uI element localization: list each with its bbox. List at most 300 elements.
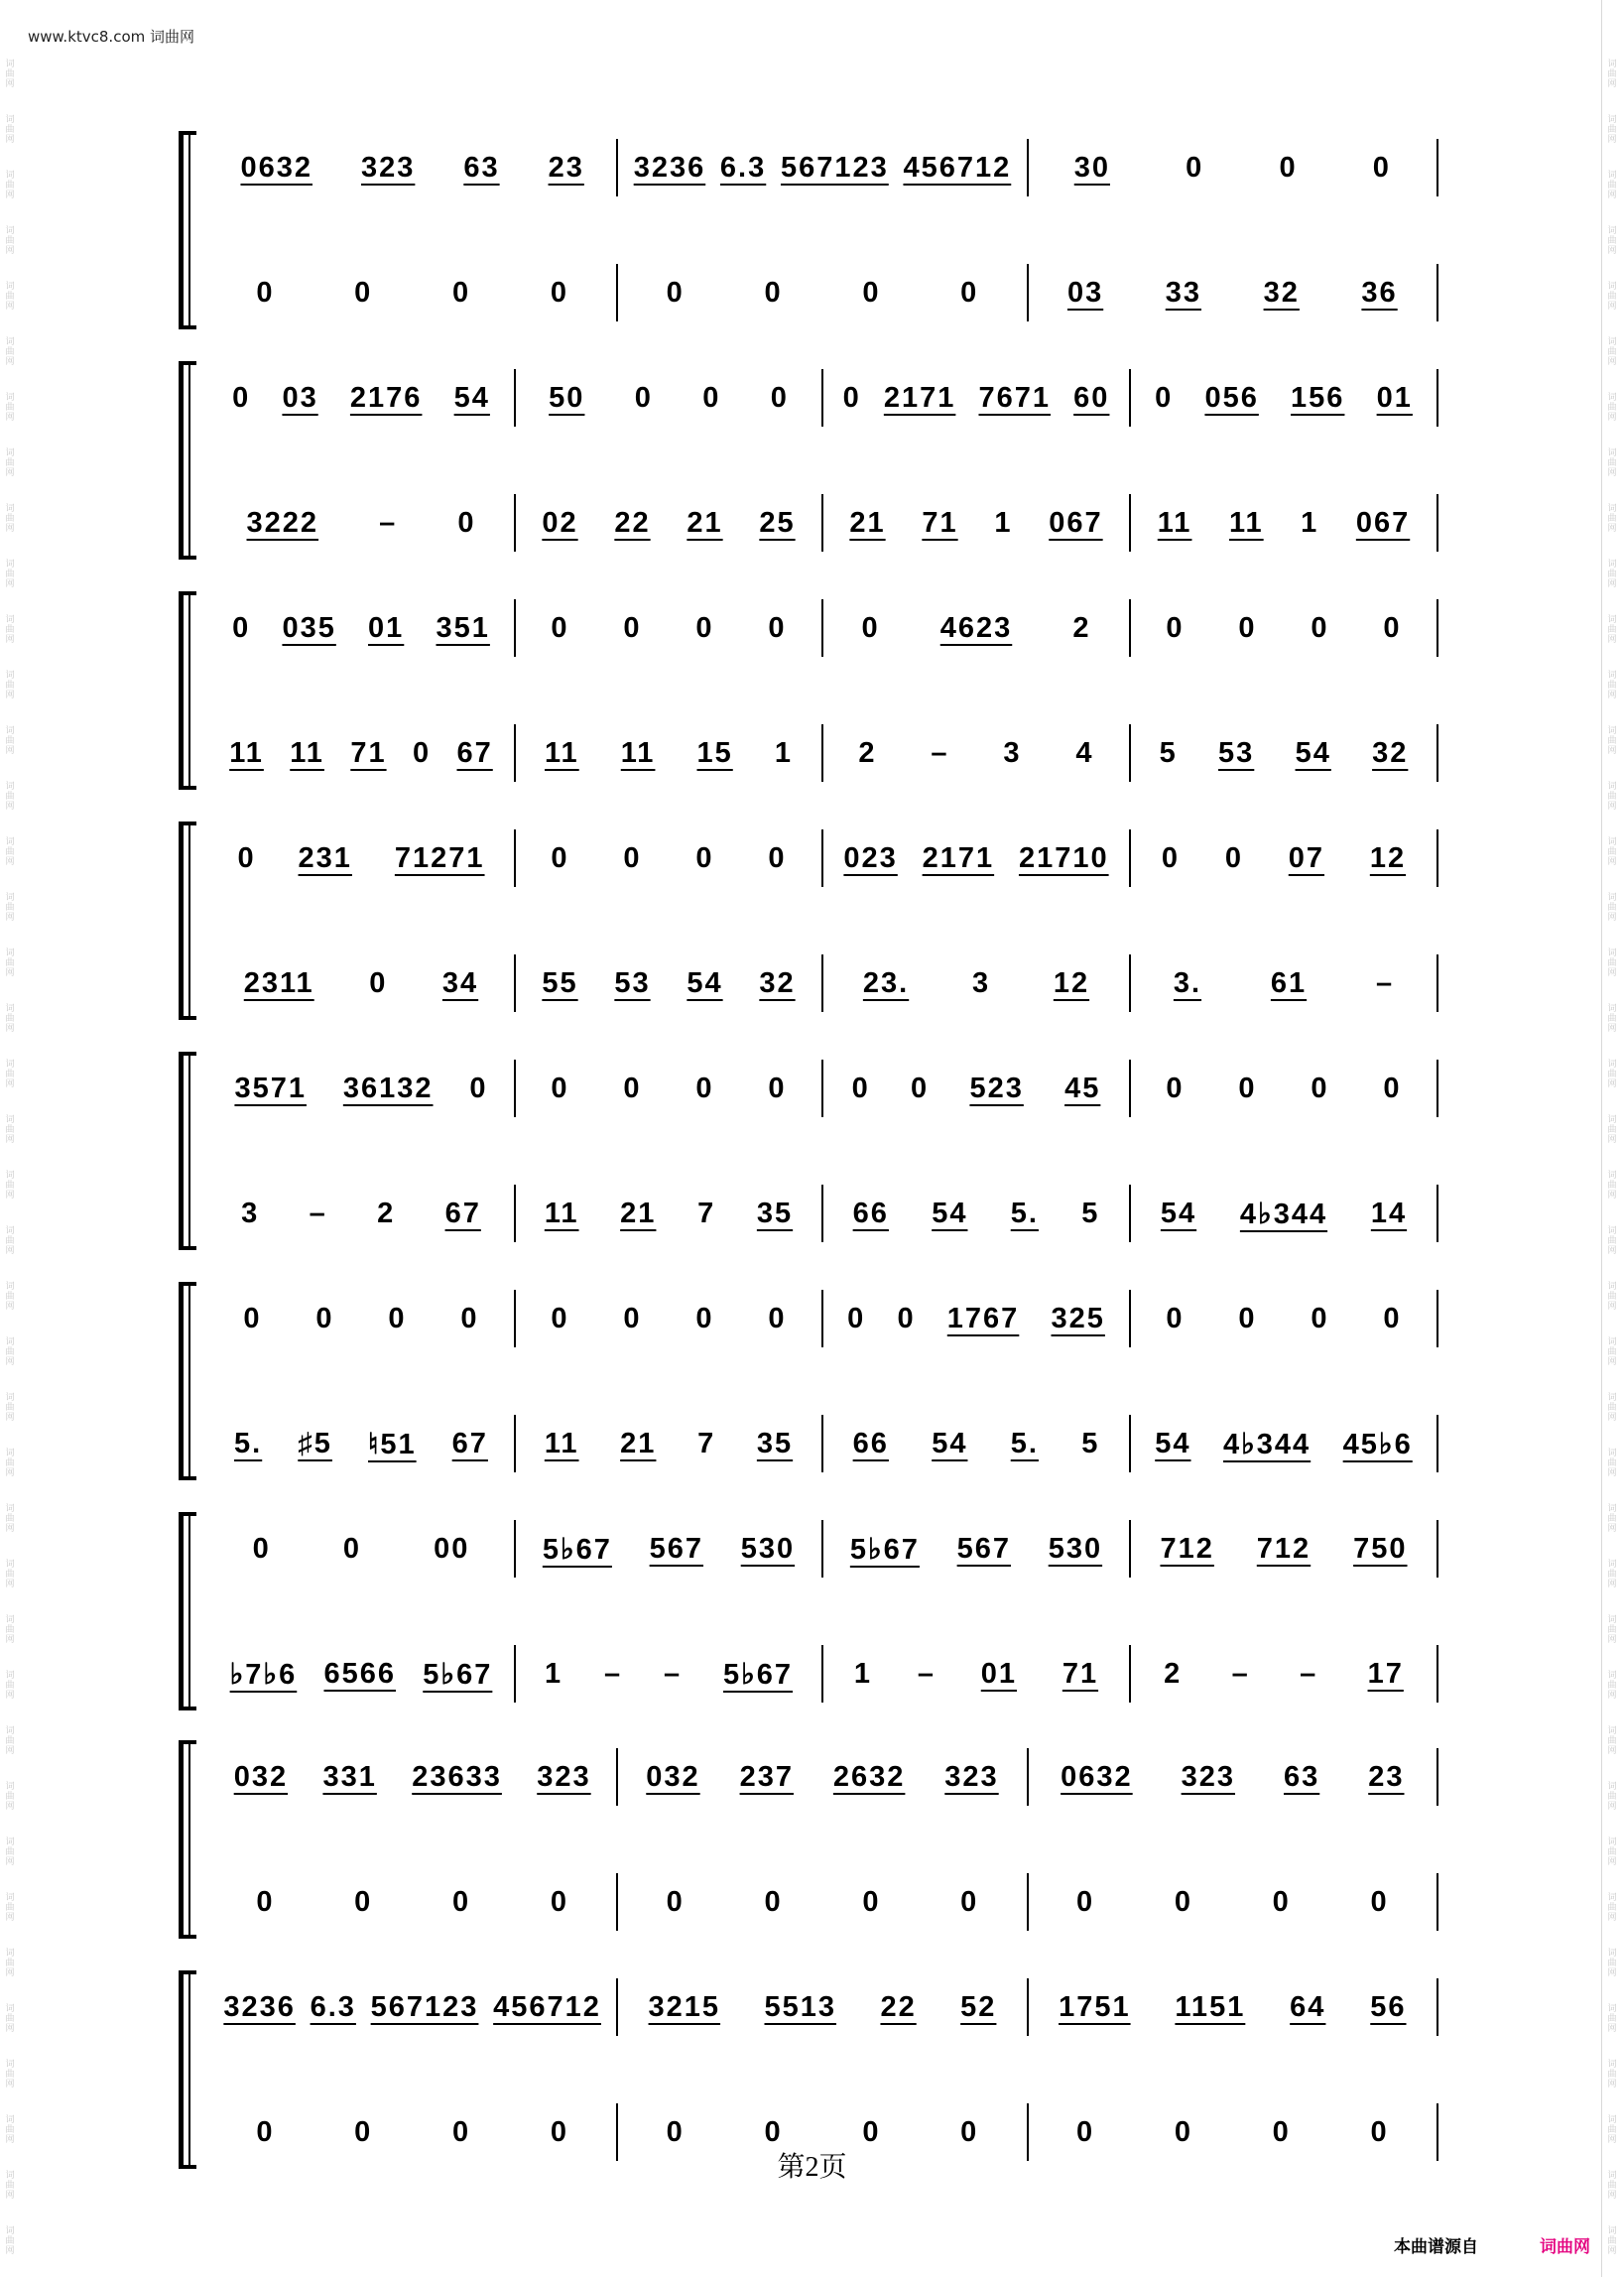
- note-group: ♭7♭6: [229, 1658, 298, 1691]
- music-system: [179, 1282, 1438, 1480]
- note-group: 33: [1165, 276, 1202, 309]
- watermark-text: 词曲网: [1607, 171, 1617, 200]
- note-group: 156: [1291, 381, 1345, 414]
- note-group: 5: [1159, 736, 1178, 769]
- lower-part: [208, 954, 1438, 1012]
- note-group: 0: [1370, 1885, 1389, 1918]
- note-group: 0: [354, 276, 373, 309]
- note-group: 23: [1368, 1760, 1405, 1793]
- measure: [1029, 264, 1438, 321]
- note-group: 0: [1174, 2115, 1192, 2148]
- note-group: 0: [1166, 611, 1185, 644]
- note-group: 0: [1166, 1302, 1185, 1334]
- note-group: 60: [1073, 381, 1110, 414]
- note-group: –: [603, 1657, 623, 1690]
- note-group: 0: [452, 2115, 471, 2148]
- note-group: 2632: [832, 1760, 906, 1793]
- note-group: 0: [695, 1302, 714, 1334]
- note-group: 0: [354, 1885, 373, 1918]
- note-group: 323: [1181, 1760, 1236, 1793]
- note-group: 0: [342, 1532, 361, 1565]
- page-number: 第2页: [777, 2152, 847, 2183]
- measure: [823, 369, 1131, 427]
- note-group: 63: [463, 151, 500, 184]
- watermark-text: 词曲网: [5, 393, 15, 423]
- measure: [823, 1290, 1131, 1347]
- note-group: 1751: [1059, 1990, 1131, 2023]
- measure: [208, 1748, 618, 1806]
- note-group: 4623: [939, 611, 1013, 644]
- watermark-text: 词曲网: [5, 2226, 15, 2256]
- note-group: 0: [1311, 1072, 1329, 1104]
- system-bracket: [188, 361, 190, 560]
- note-group: 067: [1355, 506, 1411, 539]
- note-group: 0: [764, 2115, 783, 2148]
- system-bracket: [179, 1970, 196, 1974]
- system-bracket: [188, 131, 190, 329]
- note-group: 11: [545, 736, 579, 769]
- watermark-text: 词曲网: [5, 2004, 15, 2034]
- note-group: 0: [897, 1302, 916, 1334]
- watermark-text: 词曲网: [5, 282, 15, 312]
- note-group: 00: [434, 1532, 470, 1565]
- note-group: 11: [620, 736, 656, 769]
- note-group: 0: [1166, 1072, 1185, 1104]
- measure: [516, 1645, 823, 1703]
- note-group: 567123: [370, 1990, 479, 2023]
- measure: [823, 1520, 1131, 1578]
- measure: [1131, 1415, 1438, 1472]
- note-group: 0: [232, 381, 251, 414]
- left-watermark-strip: [0, 0, 22, 2277]
- note-group: 2: [1164, 1657, 1183, 1690]
- note-group: 30: [1073, 151, 1110, 184]
- watermark-text: 词曲网: [1607, 282, 1617, 312]
- note-group: 11: [229, 736, 264, 769]
- note-group: 35: [756, 1197, 794, 1229]
- note-group: 25: [759, 506, 796, 539]
- note-group: 0: [256, 1885, 275, 1918]
- note-group: –: [917, 1657, 936, 1690]
- system-bracket: [188, 591, 190, 790]
- lower-part: [208, 1185, 1438, 1242]
- measure: [823, 1645, 1131, 1703]
- note-group: 67: [444, 1197, 481, 1229]
- right-watermark-strip: [1601, 0, 1624, 2277]
- measure: [823, 599, 1131, 657]
- note-group: 0: [1279, 151, 1298, 184]
- note-group: ♯5: [298, 1427, 332, 1459]
- note-group: 5.: [234, 1427, 263, 1459]
- lower-part: [208, 1415, 1438, 1472]
- upper-part: [208, 599, 1438, 657]
- music-system: [179, 1740, 1438, 1939]
- note-group: 50: [549, 381, 585, 414]
- note-group: 0: [695, 1072, 714, 1104]
- note-group: 0: [768, 611, 787, 644]
- measure: [208, 139, 618, 196]
- note-group: 0: [1383, 1072, 1402, 1104]
- note-group: 23633: [412, 1760, 502, 1793]
- system-bracket: [179, 361, 196, 365]
- upper-part: [208, 1978, 1438, 2036]
- note-group: 032: [233, 1760, 289, 1793]
- note-group: 22: [614, 506, 651, 539]
- note-group: 0: [551, 841, 569, 874]
- system-bracket: [179, 1512, 184, 1710]
- note-group: 56: [1370, 1990, 1407, 2023]
- note-group: 0: [551, 611, 569, 644]
- note-group: 231: [298, 841, 352, 874]
- watermark-text: 词曲网: [1607, 1504, 1617, 1534]
- watermark-text: 词曲网: [1607, 1615, 1617, 1645]
- note-group: 0: [1370, 2115, 1389, 2148]
- note-group: 712: [1256, 1532, 1312, 1565]
- watermark-text: 词曲网: [1607, 837, 1617, 867]
- measure: [516, 599, 823, 657]
- music-system: [179, 1052, 1438, 1250]
- system-bracket: [179, 1016, 196, 1020]
- note-group: 14: [1370, 1197, 1408, 1229]
- note-group: 0632: [240, 151, 312, 184]
- watermark-text: 词曲网: [1607, 671, 1617, 700]
- watermark-text: 词曲网: [5, 1226, 15, 1256]
- note-group: 0: [768, 1072, 787, 1104]
- note-group: 52: [960, 1990, 997, 2023]
- measure: [208, 1645, 516, 1703]
- note-group: 0: [666, 1885, 685, 1918]
- measure: [1131, 1185, 1438, 1242]
- measure: [208, 494, 516, 552]
- note-group: 32: [1372, 736, 1409, 769]
- upper-part: [208, 1520, 1438, 1578]
- measure: [516, 1290, 823, 1347]
- note-group: 0: [862, 276, 881, 309]
- music-system: [179, 822, 1438, 1020]
- note-group: 0: [960, 276, 979, 309]
- watermark-text: 词曲网: [1607, 949, 1617, 978]
- note-group: 2: [1072, 611, 1091, 644]
- measure: [618, 1748, 1028, 1806]
- note-group: 0: [960, 2115, 979, 2148]
- watermark-text: 词曲网: [1607, 1949, 1617, 1978]
- watermark-text: 词曲网: [1607, 1393, 1617, 1423]
- system-bracket: [179, 1935, 196, 1939]
- note-group: 0: [315, 1302, 334, 1334]
- note-group: 07: [1288, 841, 1325, 874]
- note-group: 0: [847, 1302, 866, 1334]
- note-group: 7: [697, 1427, 716, 1459]
- note-group: 54: [932, 1427, 968, 1459]
- system-bracket: [179, 325, 196, 329]
- note-group: 5513: [764, 1990, 837, 2023]
- measure: [516, 369, 823, 427]
- note-group: 0: [237, 841, 256, 874]
- note-group: 323: [360, 151, 416, 184]
- note-group: 21: [620, 1197, 657, 1229]
- note-group: 01: [980, 1657, 1018, 1690]
- note-group: 0: [388, 1302, 407, 1334]
- note-group: 2: [858, 736, 877, 769]
- note-group: 0: [256, 2115, 275, 2148]
- note-group: 323: [537, 1760, 591, 1793]
- note-group: 11: [544, 1427, 579, 1459]
- note-group: 456712: [493, 1990, 601, 2023]
- lower-part: [208, 264, 1438, 321]
- note-group: 32: [759, 966, 796, 999]
- note-group: 54: [453, 381, 490, 414]
- watermark-text: 词曲网: [5, 171, 15, 200]
- watermark-text: 词曲网: [5, 726, 15, 756]
- watermark-text: 词曲网: [5, 1393, 15, 1423]
- note-group: 21: [687, 506, 723, 539]
- note-group: 3236: [223, 1990, 296, 2023]
- measure: [208, 1060, 516, 1117]
- note-group: 032: [646, 1760, 700, 1793]
- note-group: 67: [456, 736, 493, 769]
- note-group: 23: [548, 151, 584, 184]
- note-group: 0: [960, 1885, 979, 1918]
- note-group: 02: [542, 506, 578, 539]
- measure: [516, 1415, 823, 1472]
- measure: [1131, 1060, 1438, 1117]
- watermark-text: 词曲网: [1607, 2115, 1617, 2145]
- note-group: 3.: [1173, 966, 1202, 999]
- note-group: 237: [739, 1760, 794, 1793]
- music-system: [179, 1970, 1438, 2169]
- upper-part: [208, 139, 1438, 196]
- watermark-text: 词曲网: [1607, 1282, 1617, 1312]
- note-group: 5: [1081, 1197, 1100, 1229]
- system-bracket: [179, 1476, 196, 1480]
- measure: [208, 724, 516, 782]
- lower-part: [208, 1873, 1438, 1931]
- note-group: 0: [1383, 1302, 1402, 1334]
- note-group: 0: [842, 381, 861, 414]
- note-group: 023: [843, 841, 898, 874]
- measure: [516, 724, 823, 782]
- measure: [516, 1520, 823, 1578]
- note-group: 325: [1051, 1302, 1105, 1334]
- watermark-text: 词曲网: [5, 226, 15, 256]
- lower-part: [208, 724, 1438, 782]
- upper-part: [208, 1060, 1438, 1117]
- note-group: 351: [436, 611, 490, 644]
- note-group: 5.: [1010, 1427, 1039, 1459]
- watermark-text: 词曲网: [5, 1282, 15, 1312]
- note-group: 0: [550, 1885, 568, 1918]
- note-group: 0: [1311, 1302, 1329, 1334]
- note-group: 2171: [883, 381, 956, 414]
- measure: [823, 954, 1131, 1012]
- note-group: 1151: [1175, 1990, 1246, 2023]
- note-group: 71: [350, 736, 387, 769]
- note-group: 0: [457, 506, 476, 539]
- measure: [208, 1520, 516, 1578]
- watermark-text: 词曲网: [1607, 1449, 1617, 1478]
- measure: [1029, 1873, 1438, 1931]
- note-group: 15: [696, 736, 733, 769]
- note-group: 0: [1311, 611, 1329, 644]
- note-group: 067: [1049, 506, 1103, 539]
- note-group: 0: [460, 1302, 479, 1334]
- note-group: 0: [550, 276, 568, 309]
- note-group: 1: [1301, 506, 1319, 539]
- note-group: 3571: [234, 1072, 307, 1104]
- note-group: 17: [1367, 1657, 1404, 1690]
- watermark-text: 词曲网: [5, 2060, 15, 2089]
- watermark-text: 词曲网: [5, 1171, 15, 1201]
- system-bracket: [179, 361, 184, 560]
- note-group: 32: [1263, 276, 1300, 309]
- system-bracket: [179, 556, 196, 560]
- note-group: 0: [666, 276, 685, 309]
- system-bracket: [179, 1282, 196, 1286]
- measure: [208, 264, 618, 321]
- measure: [823, 829, 1131, 887]
- note-group: 2: [377, 1197, 396, 1229]
- note-group: 0: [243, 1302, 262, 1334]
- watermark-text: 词曲网: [1607, 60, 1617, 89]
- watermark-text: 词曲网: [1607, 1226, 1617, 1256]
- note-group: 0: [452, 276, 471, 309]
- note-group: 5: [1081, 1427, 1100, 1459]
- note-group: 0: [412, 736, 432, 769]
- note-group: 712: [1160, 1532, 1214, 1565]
- watermark-text: 词曲网: [1607, 1726, 1617, 1756]
- note-group: 1: [994, 506, 1013, 539]
- note-group: 5♭67: [423, 1658, 493, 1691]
- system-bracket: [179, 786, 196, 790]
- measure: [1131, 1645, 1438, 1703]
- watermark-text: 词曲网: [1607, 2004, 1617, 2034]
- note-group: 53: [1218, 736, 1255, 769]
- music-system: [179, 361, 1438, 560]
- measure: [823, 1185, 1131, 1242]
- watermark-text: 词曲网: [1607, 1004, 1617, 1034]
- note-group: 6.3: [719, 151, 767, 184]
- note-group: 36: [1361, 276, 1398, 309]
- note-group: 0: [623, 1072, 642, 1104]
- watermark-text: 词曲网: [5, 1615, 15, 1645]
- watermark-text: 词曲网: [5, 671, 15, 700]
- note-group: 0: [623, 841, 642, 874]
- watermark-text: 词曲网: [1607, 782, 1617, 812]
- footer-brand-link[interactable]: 词曲网: [1540, 2237, 1590, 2257]
- measure: [1131, 1520, 1438, 1578]
- system-bracket: [188, 1970, 190, 2169]
- watermark-text: 词曲网: [1607, 560, 1617, 589]
- note-group: 3: [241, 1197, 260, 1229]
- note-group: 0: [764, 1885, 783, 1918]
- note-group: 530: [740, 1532, 796, 1565]
- measure: [1029, 1978, 1438, 2036]
- watermark-text: 词曲网: [5, 1782, 15, 1812]
- note-group: 55: [542, 966, 578, 999]
- note-group: 3236: [633, 151, 706, 184]
- note-group: 67: [451, 1427, 488, 1459]
- note-group: 0: [1272, 2115, 1291, 2148]
- measure: [618, 139, 1028, 196]
- note-group: 0: [1076, 2115, 1095, 2148]
- note-group: 750: [1353, 1532, 1408, 1565]
- note-group: 34: [441, 966, 479, 999]
- note-group: 3215: [648, 1990, 721, 2023]
- measure: [208, 829, 516, 887]
- watermark-text: 词曲网: [1607, 726, 1617, 756]
- measure: [208, 369, 516, 427]
- system-bracket: [179, 822, 196, 825]
- watermark-text: 词曲网: [5, 504, 15, 534]
- measure: [1131, 724, 1438, 782]
- note-group: 1767: [946, 1302, 1020, 1334]
- measure: [516, 1060, 823, 1117]
- watermark-text: 词曲网: [1607, 1671, 1617, 1701]
- note-group: 21710: [1018, 841, 1109, 874]
- watermark-text: 词曲网: [5, 1449, 15, 1478]
- watermark-text: 词曲网: [5, 1837, 15, 1867]
- note-group: 0: [770, 381, 789, 414]
- note-group: 0: [911, 1072, 930, 1104]
- watermark-text: 词曲网: [5, 1893, 15, 1923]
- watermark-text: 词曲网: [5, 60, 15, 89]
- note-group: 0: [551, 1302, 569, 1334]
- note-group: 12: [1053, 966, 1090, 999]
- note-group: 66: [852, 1427, 889, 1459]
- measure: [823, 1060, 1131, 1117]
- note-group: 54: [1155, 1427, 1191, 1459]
- watermark-text: 词曲网: [1607, 115, 1617, 145]
- note-group: 323: [944, 1760, 999, 1793]
- note-group: 45♭6: [1342, 1428, 1413, 1460]
- note-group: 23.: [862, 966, 910, 999]
- note-group: 0: [764, 276, 783, 309]
- note-group: 1: [774, 736, 793, 769]
- note-group: 7: [697, 1197, 716, 1229]
- note-group: 0: [695, 841, 714, 874]
- watermark-text: 词曲网: [1607, 2226, 1617, 2256]
- watermark-text: 词曲网: [1607, 1337, 1617, 1367]
- watermark-text: 词曲网: [5, 1337, 15, 1367]
- note-group: 3: [971, 966, 991, 999]
- note-group: 530: [1048, 1532, 1103, 1565]
- upper-part: [208, 1748, 1438, 1806]
- note-group: 0: [256, 276, 275, 309]
- note-group: 01: [368, 611, 405, 644]
- watermark-text: 词曲网: [5, 2115, 15, 2145]
- note-group: 0: [862, 1885, 881, 1918]
- measure: [516, 494, 823, 552]
- watermark-text: 词曲网: [5, 837, 15, 867]
- note-group: 0: [1155, 381, 1174, 414]
- watermark-text: 词曲网: [1607, 1171, 1617, 1201]
- note-group: 61: [1270, 966, 1308, 999]
- note-group: –: [1300, 1657, 1318, 1690]
- measure: [208, 599, 516, 657]
- note-group: 0: [623, 611, 642, 644]
- measure: [516, 829, 823, 887]
- watermark-text: 词曲网: [5, 1560, 15, 1589]
- watermark-text: 词曲网: [5, 1949, 15, 1978]
- watermark-text: 词曲网: [1607, 2060, 1617, 2089]
- note-group: 0: [1076, 1885, 1095, 1918]
- note-group: 3222: [246, 506, 319, 539]
- site-url[interactable]: www.ktvc8.com 词曲网: [28, 28, 195, 46]
- watermark-text: 词曲网: [1607, 1837, 1617, 1867]
- note-group: 0: [1383, 611, 1402, 644]
- note-group: 035: [282, 611, 336, 644]
- watermark-text: 词曲网: [1607, 615, 1617, 645]
